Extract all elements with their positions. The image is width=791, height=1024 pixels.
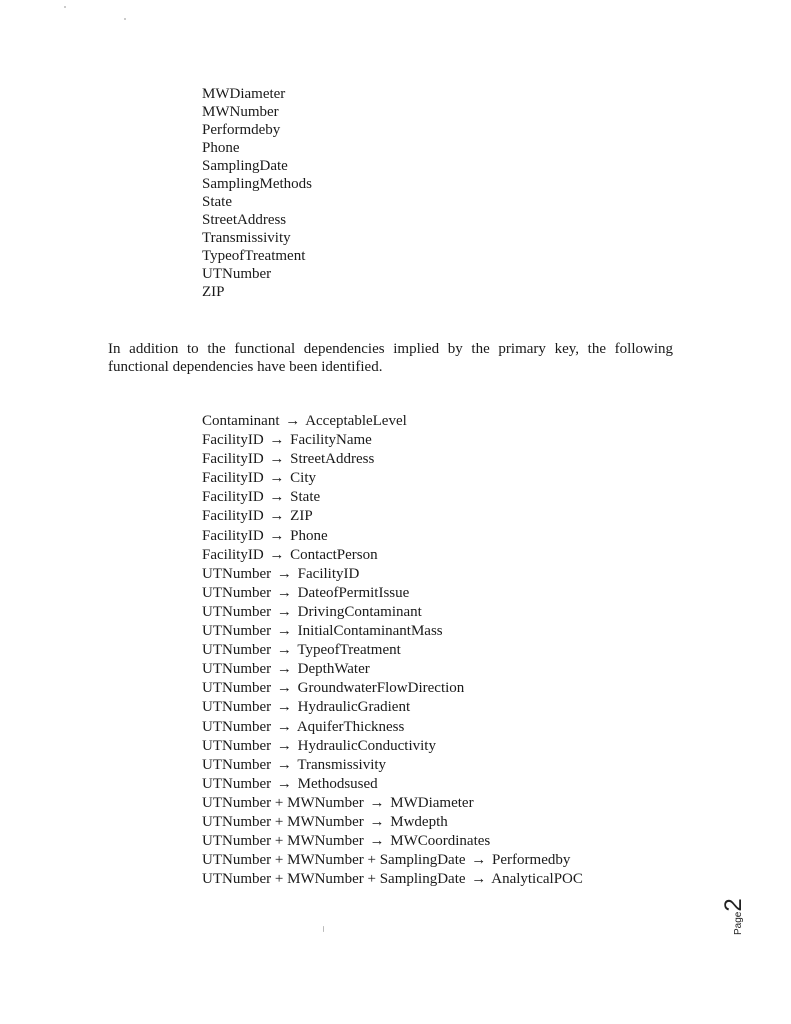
functional-dependency (202, 507, 583, 526)
attribute-item: UTNumber (202, 266, 272, 282)
functional-dependency (202, 603, 583, 622)
right-arrow-icon: → (276, 775, 292, 792)
dependency-dependent: State (290, 489, 321, 506)
functional-dependency (202, 488, 583, 507)
right-arrow-icon: → (276, 718, 292, 735)
dependency-dependent: Methodsused (297, 775, 378, 792)
intro-paragraph: In addition to the functional dependencies implied by the primary key, the following functional dependencies have been identified. (108, 341, 673, 375)
dependency-dependent: InitialContaminantMass (297, 623, 443, 640)
right-arrow-icon: → (269, 451, 285, 468)
functional-dependency-list (202, 412, 583, 889)
right-arrow-icon: → (269, 470, 285, 487)
attribute-item: TypeofTreatment (202, 248, 306, 264)
functional-dependency (202, 718, 583, 737)
dependency-determinant: UTNumber (202, 623, 272, 640)
dependency-determinant: UTNumber (202, 584, 272, 601)
dependency-determinant: UTNumber + MWNumber + SamplingDate (202, 852, 466, 869)
right-arrow-icon: → (269, 508, 285, 525)
functional-dependency (202, 756, 583, 775)
functional-dependency (202, 622, 583, 641)
right-arrow-icon: → (369, 813, 385, 830)
attribute-item: MWNumber (202, 104, 279, 120)
functional-dependency (202, 431, 583, 450)
dependency-determinant: UTNumber + MWNumber (202, 794, 364, 811)
functional-dependency (202, 679, 583, 698)
right-arrow-icon: → (269, 432, 285, 449)
functional-dependency (202, 641, 583, 660)
dependency-determinant: FacilityID (202, 508, 264, 525)
dependency-determinant: UTNumber (202, 775, 272, 792)
page-number-label: Page (733, 911, 744, 935)
right-arrow-icon: → (276, 737, 292, 754)
dependency-dependent: AnalyticalPOC (491, 871, 583, 888)
attribute-item: State (202, 194, 232, 210)
dependency-determinant: UTNumber (202, 661, 272, 678)
dependency-determinant: UTNumber (202, 737, 272, 754)
dependency-dependent: MWDiameter (390, 794, 474, 811)
attribute-item: SamplingMethods (202, 176, 313, 192)
attribute-list (202, 85, 312, 301)
functional-dependency (202, 469, 583, 488)
dependency-dependent: HydraulicConductivity (297, 737, 436, 754)
dependency-dependent: MWCoordinates (390, 833, 491, 850)
dependency-dependent: HydraulicGradient (297, 699, 411, 716)
dependency-determinant: UTNumber (202, 718, 272, 735)
right-arrow-icon: → (276, 603, 292, 620)
scan-speck (323, 926, 324, 932)
dependency-dependent: StreetAddress (290, 451, 375, 468)
functional-dependency (202, 870, 583, 889)
right-arrow-icon: → (276, 756, 292, 773)
dependency-dependent: AquiferThickness (296, 718, 405, 735)
right-arrow-icon: → (276, 680, 292, 697)
dependency-determinant: Contaminant (202, 413, 280, 429)
attribute-item: StreetAddress (202, 212, 287, 228)
dependency-determinant: UTNumber + MWNumber (202, 833, 364, 850)
functional-dependency (202, 527, 583, 546)
functional-dependency (202, 565, 583, 584)
functional-dependency (202, 698, 583, 717)
page-number (720, 895, 747, 935)
right-arrow-icon: → (369, 794, 385, 811)
dependency-dependent: ZIP (290, 508, 313, 525)
dependency-dependent: Phone (290, 527, 328, 544)
dependency-dependent: GroundwaterFlowDirection (297, 680, 465, 697)
dependency-dependent: ContactPerson (290, 546, 378, 563)
attribute-item: ZIP (202, 284, 225, 300)
dependency-determinant: FacilityID (202, 470, 264, 487)
dependency-determinant: UTNumber (202, 699, 272, 716)
functional-dependency (202, 794, 583, 813)
right-arrow-icon: → (285, 413, 301, 429)
attribute-item: Transmissivity (202, 230, 291, 246)
right-arrow-icon: → (276, 661, 292, 678)
functional-dependency (202, 412, 583, 431)
scan-speck (124, 18, 126, 20)
dependency-dependent: Performedby (492, 852, 571, 869)
right-arrow-icon: → (269, 527, 285, 544)
dependency-determinant: FacilityID (202, 546, 264, 563)
right-arrow-icon: → (276, 642, 292, 659)
scan-speck (64, 6, 66, 8)
attribute-item: MWDiameter (202, 86, 286, 102)
dependency-determinant: FacilityID (202, 432, 264, 449)
attribute-item: Performdeby (202, 122, 281, 138)
dependency-dependent: Transmissivity (297, 756, 387, 773)
functional-dependency (202, 546, 583, 565)
dependency-determinant: FacilityID (202, 451, 264, 468)
functional-dependency (202, 813, 583, 832)
dependency-dependent: Mwdepth (390, 813, 448, 830)
dependency-determinant: UTNumber (202, 603, 272, 620)
right-arrow-icon: → (471, 871, 487, 888)
right-arrow-icon: → (276, 565, 292, 582)
right-arrow-icon: → (276, 623, 292, 640)
functional-dependency (202, 832, 583, 851)
functional-dependency (202, 450, 583, 469)
dependency-dependent: TypeofTreatment (297, 642, 401, 659)
dependency-dependent: FacilityName (290, 432, 372, 449)
functional-dependency (202, 775, 583, 794)
dependency-determinant: UTNumber (202, 756, 272, 773)
attribute-item: SamplingDate (202, 158, 288, 174)
dependency-determinant: UTNumber (202, 642, 272, 659)
dependency-determinant: UTNumber + MWNumber (202, 813, 364, 830)
dependency-determinant: FacilityID (202, 527, 264, 544)
dependency-dependent: DepthWater (297, 661, 370, 678)
right-arrow-icon: → (369, 833, 385, 850)
dependency-dependent: City (290, 470, 316, 487)
dependency-dependent: AcceptableLevel (305, 413, 407, 429)
right-arrow-icon: → (269, 489, 285, 506)
right-arrow-icon: → (276, 699, 292, 716)
dependency-dependent: FacilityID (297, 565, 360, 582)
dependency-determinant: UTNumber + MWNumber + SamplingDate (202, 871, 466, 888)
functional-dependency (202, 851, 583, 870)
functional-dependency (202, 737, 583, 756)
dependency-dependent: DrivingContaminant (297, 603, 422, 620)
dependency-determinant: UTNumber (202, 680, 272, 697)
attribute-item: Phone (202, 140, 240, 156)
right-arrow-icon: → (269, 546, 285, 563)
page-number-value: 2 (720, 898, 747, 912)
dependency-dependent: DateofPermitIssue (297, 584, 410, 601)
dependency-determinant: FacilityID (202, 489, 264, 506)
right-arrow-icon: → (276, 584, 292, 601)
functional-dependency (202, 660, 583, 679)
right-arrow-icon: → (471, 852, 487, 869)
functional-dependency (202, 584, 583, 603)
dependency-determinant: UTNumber (202, 565, 272, 582)
